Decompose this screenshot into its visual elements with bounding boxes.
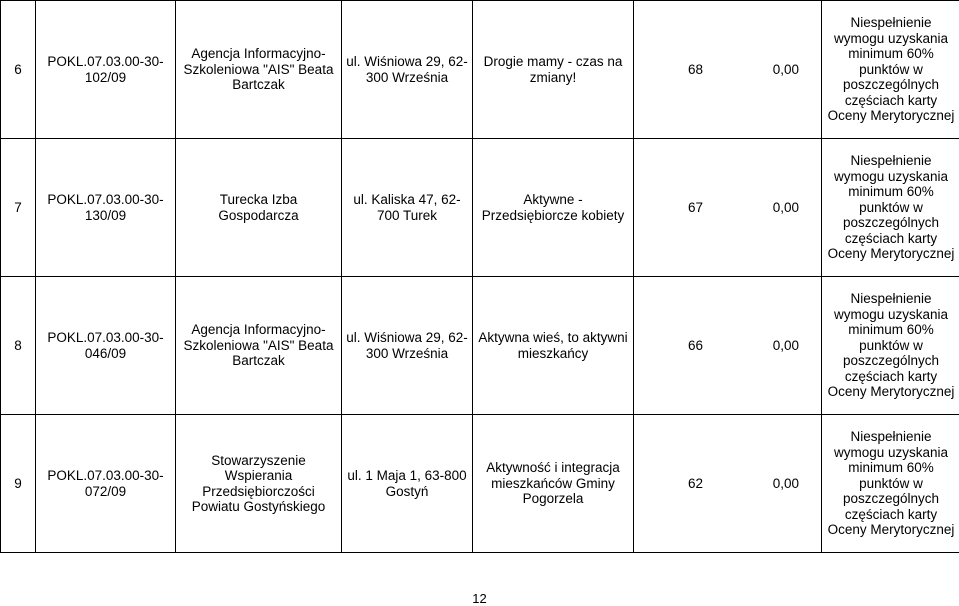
rejection-reason: Niespełnienie wymogu uzyskania minimum 60% punktów w poszczególnych częściach karty Oceny Merytorycznej — [822, 139, 959, 277]
project-title: Aktywna wieś, to aktywni mieszkańcy — [473, 277, 634, 415]
project-title: Aktywne - Przedsiębiorcze kobiety — [473, 139, 634, 277]
amount: 0,00 — [772, 199, 799, 215]
score: 68 — [688, 61, 704, 77]
application-number: POKL.07.03.00-30-130/09 — [36, 139, 176, 277]
amount: 0,00 — [772, 475, 799, 491]
row-number: 7 — [1, 139, 36, 277]
row-number: 8 — [1, 277, 36, 415]
applicant-address: ul. Wiśniowa 29, 62-300 Września — [342, 1, 473, 139]
applicant-name: Agencja Informacyjno-Szkoleniowa "AIS" Beata Bartczak — [176, 277, 342, 415]
applicant-address: ul. 1 Maja 1, 63-800 Gostyń — [342, 415, 473, 553]
table-row — [1, 1, 959, 139]
rejection-reason: Niespełnienie wymogu uzyskania minimum 60% punktów w poszczególnych częściach karty Oceny Merytorycznej — [822, 277, 959, 415]
table-row — [1, 415, 959, 553]
row-number: 9 — [1, 415, 36, 553]
score: 62 — [688, 475, 704, 491]
application-number: POKL.07.03.00-30-072/09 — [36, 415, 176, 553]
rejection-reason: Niespełnienie wymogu uzyskania minimum 60% punktów w poszczególnych częściach karty Oceny Merytorycznej — [822, 1, 959, 139]
page-number: 12 — [472, 591, 487, 606]
applicant-address: ul. Kaliska 47, 62-700 Turek — [342, 139, 473, 277]
application-number: POKL.07.03.00-30-102/09 — [36, 1, 176, 139]
row-number: 6 — [1, 1, 36, 139]
project-title: Drogie mamy - czas na zmiany! — [473, 1, 634, 139]
rejection-reason: Niespełnienie wymogu uzyskania minimum 60% punktów w poszczególnych częściach karty Oceny Merytorycznej — [822, 415, 959, 553]
score: 67 — [688, 199, 704, 215]
amount: 0,00 — [772, 61, 799, 77]
score-amount-cell — [634, 1, 822, 139]
applicant-address: ul. Wiśniowa 29, 62-300 Września — [342, 277, 473, 415]
application-number: POKL.07.03.00-30-046/09 — [36, 277, 176, 415]
project-title: Aktywność i integracja mieszkańców Gminy Pogorzela — [473, 415, 634, 553]
amount: 0,00 — [772, 337, 799, 353]
score: 66 — [688, 337, 704, 353]
table-row — [1, 277, 959, 415]
score-amount-cell — [634, 415, 822, 553]
applicant-name: Stowarzyszenie Wspierania Przedsiębiorczości Powiatu Gostyńskiego — [176, 415, 342, 553]
score-amount-cell — [634, 277, 822, 415]
score-amount-cell — [634, 139, 822, 277]
applicant-name: Agencja Informacyjno-Szkoleniowa "AIS" Beata Bartczak — [176, 1, 342, 139]
applicant-name: Turecka Izba Gospodarcza — [176, 139, 342, 277]
table-row — [1, 139, 959, 277]
